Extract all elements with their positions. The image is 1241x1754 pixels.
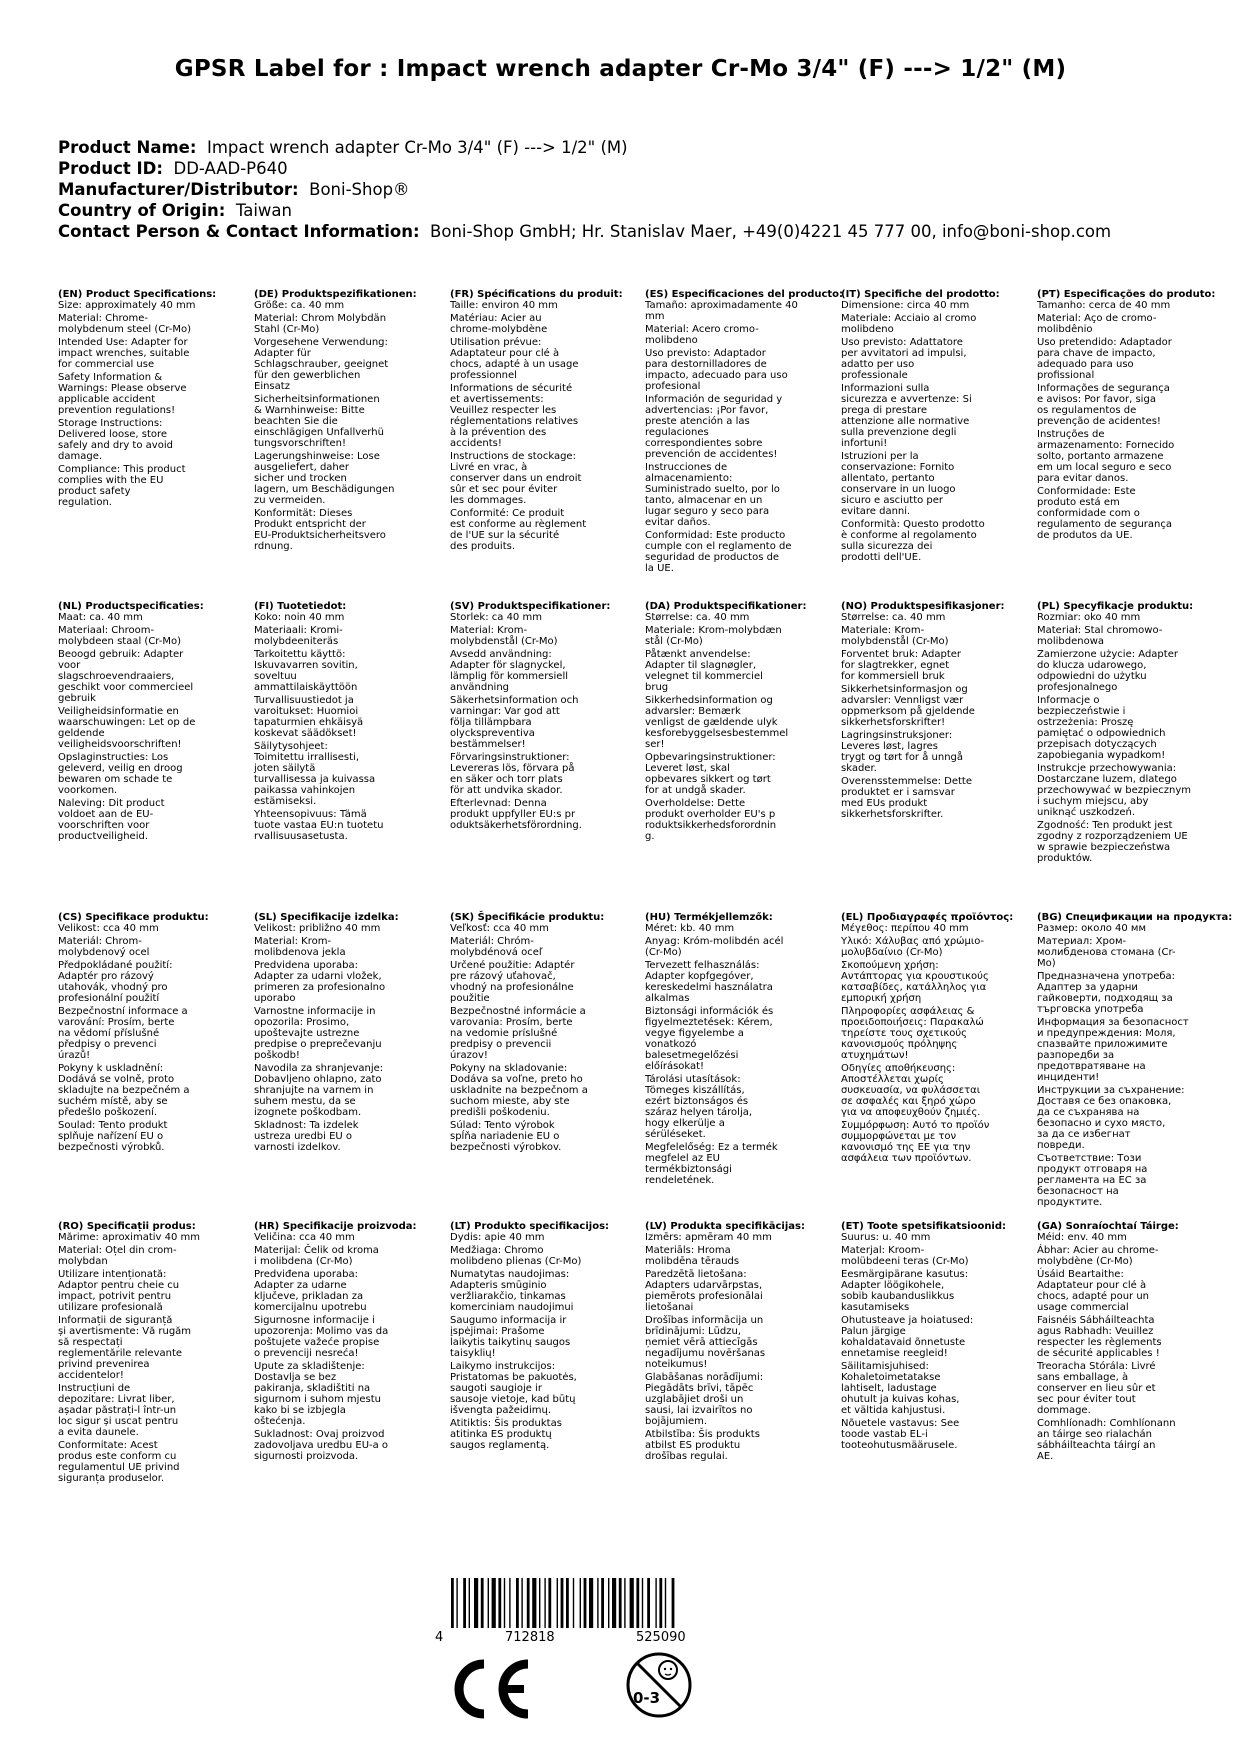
spec-item: Atitiktis: Šis produktas atitinka ES produktų saugos reglamentą. (450, 1418, 562, 1451)
spec-item: Instrucciones de almacenamiento: Suministrado suelto, por lo tanto, almacenar en un lugar seguro y seco para evitar daños. (645, 462, 780, 528)
spec-section (645, 601, 835, 844)
spec-item: Drošības informācija un brīdinājumi: Lūdzu, ņemiet vērā attiecīgās negadījumu novēršanas noteikumus! (645, 1315, 766, 1370)
spec-item: Treoracha Stórála: Livré sans emballage, à conserver en lieu sûr et sec pour éviter tout dommage. (1037, 1361, 1156, 1416)
spec-item: Material: Aço de cromo- molibdênio (1037, 313, 1157, 335)
spec-item: Vorgesehene Verwendung: Adapter für Schlagschrauber, geeignet für den gewerblichen Einsatz (254, 337, 389, 392)
spec-item: Dydis: apie 40 mm (450, 1232, 545, 1243)
spec-item: Tarkoitettu käyttö: Iskuvavarren sovitin, soveltuu ammattilaiskäyttöön (254, 649, 358, 693)
spec-item: Biztonsági információk és figyelmeztetések: Kérem, vegye figyelembe a vonatkozó balesetmegelőzési előírásokat! (645, 1006, 774, 1072)
spec-section-heading: (DA) Produktspecifikationer: (645, 601, 807, 612)
spec-item: Размер: около 40 мм (1037, 923, 1147, 934)
spec-item: Συμμόρφωση: Αυτό το προϊόν συμμορφώνεται με τον κανονισμό της ΕΕ για την ασφάλεια των προϊόντων. (841, 1120, 990, 1164)
spec-item: Υλικό: Χάλυβας από χρώμιο- μολυβδαίνιο (Cr-Mo) (841, 936, 985, 958)
page-title: GPSR Label for : Impact wrench adapter Cr-Mo 3/4" (F) ---> 1/2" (M) (174, 56, 1067, 82)
info-value: Taiwan (235, 201, 292, 220)
spec-section-heading: (FR) Spécifications du produit: (450, 289, 623, 300)
spec-item: Material: Chrome- molybdenum steel (Cr-Mo) (58, 313, 192, 335)
spec-section-heading: (RO) Specificații produs: (58, 1221, 196, 1232)
info-label: Manufacturer/Distributor: (58, 180, 299, 199)
spec-item: Materiale: Krom- molybdenstål (Cr-Mo) (841, 625, 949, 647)
spec-item: Méret: kb. 40 mm (645, 923, 735, 934)
spec-item: Comhlíonadh: Comhlíonann an táirge seo rialachán sábháilteachta táirgí an AE. (1037, 1418, 1176, 1462)
info-label: Contact Person & Contact Information: (58, 222, 420, 241)
spec-item: Utilizare intenționată: Adaptor pentru cheie cu impact, potrivit pentru utilizare profesională (58, 1269, 180, 1313)
spec-item: Rozmiar: oko 40 mm (1037, 612, 1141, 623)
spec-item: Izmērs: apmēram 40 mm (645, 1232, 772, 1243)
spec-section (254, 289, 444, 554)
barcode-bars (451, 1578, 674, 1628)
spec-section-heading: (HR) Specifikacije proizvoda: (254, 1221, 417, 1232)
spec-item: Instructions de stockage: Livré en vrac, à conserver dans un endroit sûr et sec pour éviter les dommages. (450, 451, 582, 506)
info-label: Country of Origin: (58, 201, 226, 220)
product-id-row (58, 158, 1111, 179)
spec-section-heading: (IT) Specifiche del prodotto: (841, 289, 1000, 300)
spec-item: Turvallisuustiedot ja varoitukset: Huomioi tapaturmien ehkäisyä koskevat säädökset! (254, 695, 364, 739)
spec-item: Информация за безопасност и предупреждения: Моля, спазвайте приложимите разпоредби за предотвратяване на инциденти! (1037, 1017, 1189, 1083)
spec-item: Méid: env. 40 mm (1037, 1232, 1127, 1243)
spec-item: Informazioni sulla sicurezza e avvertenze: Si prega di prestare attenzione alle normative sulla prevenzione degli infortuni! (841, 383, 972, 449)
spec-item: Σκοπούμενη χρήση: Αντάπτορας για κρουστικούς κατσαβίδες, κατάλληλος για εμπορική χρήση (841, 960, 989, 1004)
info-value: DD-AAD-P640 (173, 159, 288, 178)
spec-section (450, 289, 640, 554)
spec-item: Intended Use: Adapter for impact wrenches, suitable for commercial use (58, 337, 190, 370)
not-for-children-0-3-icon (624, 1650, 694, 1720)
contact-row (58, 221, 1111, 242)
spec-item: Mărime: aproximativ 40 mm (58, 1232, 201, 1243)
spec-section-heading: (ES) Especificaciones del producto: (645, 289, 844, 300)
spec-item: Material: Acero cromo- molibdeno (645, 324, 759, 346)
spec-item: Μέγεθος: περίπου 40 mm (841, 923, 969, 934)
spec-item: Πληροφορίες ασφάλειας & προειδοποιήσεις: Παρακαλώ τηρείστε τους σχετικούς κανονισμούς πρόληψης ατυχημάτων! (841, 1006, 984, 1061)
spec-item: Materiaal: Chroom- molybdeen staal (Cr-Mo) (58, 625, 182, 647)
spec-item: Velikost: cca 40 mm (58, 923, 159, 934)
info-label: Product ID: (58, 159, 163, 178)
spec-item: Förvaringsinstruktioner: Levereras lös, förvara på en säker och torr plats för att undvika skador. (450, 752, 575, 796)
spec-item: Conformité: Ce produit est conforme au règlement de l'UE sur la sécurité des produits. (450, 508, 587, 552)
spec-item: Materijal: Čelik od kroma i molibdena (Cr-Mo) (254, 1245, 379, 1267)
spec-item: Pokyny k uskladnění: Dodává se volně, proto skladujte na bezpečném a suchém místě, aby se předešlo poškození. (58, 1063, 190, 1118)
spec-item: Beoogd gebruik: Adapter voor slagschroevendraaiers, geschikt voor commercieel gebruik (58, 649, 194, 704)
spec-item: Uso pretendido: Adaptador para chave de impacto, adequado para uso profissional (1037, 337, 1172, 381)
spec-item: Säkerhetsinformation och varningar: Var god att följa tillämpbara olyckspreventiva bestämmelser! (450, 695, 579, 750)
spec-section-heading: (LT) Produkto specifikacijos: (450, 1221, 610, 1232)
info-value: Impact wrench adapter Cr-Mo 3/4" (F) ---> 1/2" (M) (206, 138, 628, 157)
spec-item: Materiaali: Kromi- molybdeeniteräs (254, 625, 343, 647)
spec-section (645, 1221, 835, 1464)
spec-item: Materiale: Krom-molybdæn stål (Cr-Mo) (645, 625, 782, 647)
spec-item: Material: Oțel din crom- molybdan (58, 1245, 177, 1267)
age-warning-label: 0-3 (633, 1689, 661, 1707)
spec-item: Инструкции за съхранение: Доставя се без опаковка, да се съхранява на безопасно и сухо място, за да се избегнат повреди. (1037, 1085, 1185, 1151)
spec-item: Lagerungshinweise: Lose ausgeliefert, daher sicher und trocken lagern, um Beschädigungen zu vermeiden. (254, 451, 395, 506)
spec-item: Veiligheidsinformatie en waarschuwingen: Let op de geldende veiligheidsvoorschriften! (58, 706, 196, 750)
spec-item: Compliance: This product complies with the EU product safety regulation. (58, 464, 186, 508)
spec-item: Dimensione: circa 40 mm (841, 300, 970, 311)
spec-item: Material: Krom- molibdenova jekla (254, 936, 346, 958)
spec-item: Størrelse: ca. 40 mm (645, 612, 750, 623)
spec-item: Bezpečnostné informácie a varovania: Prosím, berte na vedomie príslušné predpisy o prevencii úrazov! (450, 1006, 586, 1061)
spec-item: Varnostne informacije in opozorila: Prosimo, upoštevajte ustrezne predpise o preprečevanju poškodb! (254, 1006, 382, 1061)
spec-item: Størrelse: ca. 40 mm (841, 612, 946, 623)
baby-face-icon (659, 1661, 677, 1679)
spec-item: Instruções de armazenamento: Fornecido solto, portanto armazene em um local seguro e seco para evitar danos. (1037, 429, 1175, 484)
spec-item: Laikymo instrukcijos: Pristatomas be pakuotės, saugoti saugioje ir sausoje vietoje, kad būtų išvengta pažeidimų. (450, 1361, 577, 1416)
spec-item: Sikkerhedsinformation og advarsler: Bemærk venligst de gældende ulyk kesforebyggelsesbestemmel ser! (645, 695, 789, 750)
spec-item: Koko: noin 40 mm (254, 612, 345, 623)
spec-item: Tárolási utasítások: Tömeges kiszállítás, ezért biztonságos és száraz helyen tárolja, hogy elkerülje a sérüléseket. (645, 1074, 753, 1140)
spec-item: Soulad: Tento produkt splňuje nařízení EU o bezpečnosti výrobků. (58, 1120, 168, 1153)
spec-item: Overensstemmelse: Dette produktet er i samsvar med EUs produkt sikkerhetsforskrifter. (841, 776, 972, 820)
spec-section (1037, 289, 1227, 543)
spec-section-heading: (SV) Produktspecifikationer: (450, 601, 611, 612)
spec-item: Size: approximately 40 mm (58, 300, 196, 311)
spec-section-heading: (DE) Produktspezifikationen: (254, 289, 417, 300)
spec-section-heading: (EN) Product Specifications: (58, 289, 217, 300)
spec-section-heading: (LV) Produkta specifikācijas: (645, 1221, 805, 1232)
spec-item: Größe: ca. 40 mm (254, 300, 345, 311)
spec-section-heading: (SK) Špecifikácie produktu: (450, 912, 605, 923)
spec-item: Sikkerhetsinformasjon og advarsler: Vennligst vær oppmerksom på gjeldende sikkerhetsforskrifter! (841, 684, 975, 728)
spec-item: Faisnéis Sábháilteachta agus Rabhadh: Veuillez respecter les règlements de sécurité applicables ! (1037, 1315, 1162, 1359)
spec-section-heading: (NO) Produktspesifikasjoner: (841, 601, 1005, 612)
spec-item: Conformidad: Este producto cumple con el reglamento de seguridad de productos de la UE. (645, 530, 792, 574)
spec-section-heading: (PT) Especificações do produto: (1037, 289, 1216, 300)
spec-item: Bezpečnostní informace a varování: Prosím, berte na vědomí příslušné předpisy o prevenci úrazů! (58, 1006, 188, 1061)
spec-item: Conformidade: Este produto está em conformidade com o regulamento de segurança de produtos da UE. (1037, 486, 1173, 541)
spec-section-heading: (ET) Toote spetsifikatsioonid: (841, 1221, 1007, 1232)
spec-item: Conformità: Questo prodotto è conforme al regolamento sulla sicurezza dei prodotti dell'UE. (841, 519, 985, 563)
spec-item: Säilitamisjuhised: Kohaletoimetatakse lahtiselt, ladustage ohutult ja kuivas kohas, et vältida kahjustusi. (841, 1361, 960, 1416)
spec-item: Storage Instructions: Delivered loose, store safely and dry to avoid damage. (58, 418, 173, 462)
spec-item: Numatytas naudojimas: Adapteris smūginio veržliarakčio, tinkamas komerciniam naudojimui (450, 1269, 574, 1313)
spec-section-heading: (BG) Спецификации на продукта: (1037, 912, 1233, 923)
info-label: Product Name: (58, 138, 197, 157)
spec-item: Určené použitie: Adaptér pre rázový uťahovač, vhodný na profesionálne použitie (450, 960, 575, 1004)
spec-section (58, 601, 248, 844)
barcode-digits-left: 712818 (505, 1630, 555, 1644)
spec-item: Predvidena uporaba: Adapter za udarni vložek, primeren za profesionalno uporabo (254, 960, 386, 1004)
spec-item: Pokyny na skladovanie: Dodáva sa voľne, preto ho uskladnite na bezpečnom a suchom mieste, aby ste predišli poškodeniu. (450, 1063, 588, 1118)
spec-item: Uso previsto: Adattatore per avvitatori ad impulsi, adatto per uso professionale (841, 337, 967, 381)
spec-section-heading: (CS) Specifikace produktu: (58, 912, 209, 923)
product-name-row (58, 137, 1111, 158)
spec-item: Sukladnost: Ovaj proizvod zadovoljava uredbu EU-a o sigurnosti proizvoda. (254, 1429, 389, 1462)
spec-item: Maat: ca. 40 mm (58, 612, 143, 623)
spec-item: Opslaginstructies: Los geleverd, veilig en droog bewaren om schade te voorkomen. (58, 752, 183, 796)
spec-item: Utilisation prévue: Adaptateur pour clé à chocs, adapté à un usage professionnel (450, 337, 579, 381)
product-info (58, 137, 1111, 242)
spec-section (645, 912, 835, 1188)
spec-item: Zamierzone użycie: Adapter do klucza udarowego, odpowiedni do użytku profesjonalnego (1037, 649, 1178, 693)
spec-item: Lagringsinstruksjoner: Leveres løst, lagres trygt og tørt for å unngå skader. (841, 730, 964, 774)
spec-item: Materjal: Kroom- molübdeeni teras (Cr-Mo) (841, 1245, 969, 1267)
ce-mark-icon (450, 1659, 532, 1719)
spec-item: Medžiaga: Chromo molibdeno plienas (Cr-Mo) (450, 1245, 582, 1267)
spec-section (841, 289, 1031, 565)
spec-item: Saugumo informacija ir įspėjimai: Prašome laikytis taikytinų saugos taisyklių! (450, 1315, 571, 1359)
spec-item: Material: Chrom Molybdän Stahl (Cr-Mo) (254, 313, 387, 335)
spec-item: Predviđena uporaba: Adapter za udarne ključeve, prikladan za komercijalnu upotrebu (254, 1269, 367, 1313)
spec-section (645, 289, 844, 576)
spec-item: Overholdelse: Dette produkt overholder EU's p roduktsikkerhedsforordnin g. (645, 798, 777, 842)
spec-item: Upute za skladištenje: Dostavlja se bez pakiranja, skladištiti na sigurnom i suhom mjestu kako bi se izbjegla oštećenja. (254, 1361, 382, 1427)
spec-item: Storlek: ca 40 mm (450, 612, 542, 623)
spec-item: Materiāls: Hroma molibdēna tērauds (645, 1245, 740, 1267)
spec-section (254, 912, 444, 1155)
spec-item: Ohutusteave ja hoiatused: Palun järgige kohaldatavaid õnnetuste ennetamise reegleid! (841, 1315, 974, 1359)
spec-item: Materiál: Chróm- molybdénová oceľ (450, 936, 543, 958)
spec-item: Tervezett felhasználás: Adapter kopfgegóver, kereskedelmi használatra alkalmas (645, 960, 773, 1004)
country-of-origin-row (58, 200, 1111, 221)
spec-item: Informations de sécurité et avertissements: Veuillez respecter les réglementations relatives à la prévention des accidents! (450, 383, 579, 449)
info-value: Boni-Shop GmbH; Hr. Stanislav Maer, +49(0)4221 45 777 00, info@boni-shop.com (430, 222, 1112, 241)
spec-item: Eesmärgipärane kasutus: Adapter löögikohele, sobib kaubanduslikkus kasutamiseks (841, 1269, 969, 1313)
spec-section-heading: (GA) Sonraíochtaí Táirge: (1037, 1221, 1179, 1232)
spec-section (58, 912, 248, 1155)
spec-item: Atbilstība: Šis produkts atbilst ES produktu drošības regulai. (645, 1429, 760, 1462)
spec-item: Veľkosť: cca 40 mm (450, 923, 549, 934)
spec-item: Informații de siguranță și avertismente: Vă rugăm să respectați reglementările relevante privind prevenirea accidentelor! (58, 1315, 192, 1381)
spec-item: Informacje o bezpieczeństwie i ostrzeżenia: Proszę pamiętać o odpowiednich przepisach dotyczących zapobiegania wypadkom! (1037, 695, 1166, 761)
info-value: Boni-Shop® (309, 180, 410, 199)
spec-item: Material: Krom- molybdenstål (Cr-Mo) (450, 625, 558, 647)
spec-item: Safety Information & Warnings: Please observe applicable accident prevention regulations! (58, 372, 187, 416)
spec-section (841, 912, 1031, 1166)
spec-item: Informações de segurança e avisos: Por favor, siga os regulamentos de prevenção de acidentes! (1037, 383, 1170, 427)
spec-item: Forventet bruk: Adapter for slagtrekker, egnet for kommersiell bruk (841, 649, 962, 682)
spec-item: Anyag: Króm-molibdén acél (Cr-Mo) (645, 936, 784, 958)
spec-item: Súlad: Tento výrobok spĺňa nariadenie EU o bezpečnosti výrobkov. (450, 1120, 562, 1153)
spec-section-heading: (NL) Productspecificaties: (58, 601, 204, 612)
barcode (433, 1578, 746, 1644)
spec-item: Konformität: Dieses Produkt entspricht der EU-Produktsicherheitsvero rdnung. (254, 508, 386, 552)
spec-section (58, 1221, 248, 1486)
spec-item: Navodila za shranjevanje: Dobavljeno ohlapno, zato shranjujte na varnem in suhem mestu, da se izognete poškodbam. (254, 1063, 384, 1118)
spec-item: Taille: environ 40 mm (450, 300, 558, 311)
spec-item: Sicherheitsinformationen & Warnhinweise: Bitte beachten Sie die einschlägigen Unfallverhü tungsvorschriften! (254, 394, 384, 449)
spec-section (254, 601, 444, 844)
spec-item: Съответствие: Този продукт отговаря на регламента на ЕС за безопасност на продуктите. (1037, 1153, 1148, 1208)
manufacturer-row (58, 179, 1111, 200)
spec-item: Påtænkt anvendelse: Adapter til slagnøgler, velegnet til kommerciel brug (645, 649, 763, 693)
spec-item: Conformitate: Acest produs este conform cu regulamentul UE privind siguranța produselor. (58, 1440, 180, 1484)
spec-item: Zgodność: Ten produkt jest zgodny z rozporządzeniem UE w sprawie bezpieczeństwa produktów. (1037, 820, 1188, 864)
barcode-digits-right: 525090 (636, 1630, 686, 1644)
spec-section (1037, 1221, 1227, 1464)
spec-item: Información de seguridad y advertencias: ¡Por favor, preste atención a las regulaciones correspondientes sobre prevención de accidentes! (645, 394, 783, 460)
spec-item: Efterlevnad: Denna produkt uppfyller EU:s pr oduktsäkerhetsförordning. (450, 798, 582, 831)
spec-item: Säilytysohjeet: Toimitettu irrallisesti, joten säilytä turvallisessa ja kuivassa paikassa vahinkojen estämiseksi. (254, 741, 376, 807)
spec-item: Ábhar: Acier au chrome- molybdène (Cr-Mo) (1037, 1245, 1159, 1267)
spec-section (450, 601, 640, 833)
spec-item: Matériau: Acier au chrome-molybdène (450, 313, 548, 335)
spec-item: Opbevaringsinstruktioner: Leveret løst, skal opbevares sikkert og tørt for at undgå skader. (645, 752, 776, 796)
spec-item: Materiale: Acciaio al cromo molibdeno (841, 313, 977, 335)
spec-section (1037, 601, 1227, 866)
barcode-digit-first: 4 (435, 1630, 444, 1644)
spec-item: Материал: Хром- молибденова стомана (Cr- Mo) (1037, 936, 1176, 969)
spec-item: Nõuetele vastavus: See toode vastab EL-i tooteohutusmäärusele. (841, 1418, 960, 1451)
spec-item: Instrucțiuni de depozitare: Livrat liber, așadar păstrați-l într-un loc sigur și uscat pentru a evita daunele. (58, 1383, 179, 1438)
spec-item: Materiał: Stal chromowo- molibdenowa (1037, 625, 1163, 647)
spec-section (58, 289, 248, 510)
spec-section (1037, 912, 1233, 1210)
spec-item: Yhteensopivuus: Tämä tuote vastaa EU:n tuotetu rvallisuusasetusta. (254, 809, 384, 842)
spec-section (254, 1221, 444, 1464)
spec-section-heading: (SL) Specifikacije izdelka: (254, 912, 399, 923)
spec-item: Megfelelőség: Ez a termék megfelel az EU termékbiztonsági rendeletének. (645, 1142, 778, 1186)
spec-section (841, 1221, 1031, 1453)
spec-item: Οδηγίες αποθήκευσης: Αποστέλλεται χωρίς συσκευασία, να φυλάσσεται σε ασφαλές και ξηρό χώρο για να αποφευχθούν ζημιές. (841, 1063, 981, 1118)
spec-item: Tamanho: cerca de 40 mm (1037, 300, 1171, 311)
spec-item: Suurus: u. 40 mm (841, 1232, 931, 1243)
spec-section-heading: (PL) Specyfikacje produktu: (1037, 601, 1194, 612)
spec-section (841, 601, 1031, 822)
spec-item: Предназначена употреба: Адаптер за ударни гайковерти, подходящ за търговска употреба (1037, 971, 1176, 1015)
spec-item: Paredzētā lietošana: Adapters udarvārpstas, piemērots profesionālai lietošanai (645, 1269, 763, 1313)
spec-item: Skladnost: Ta izdelek ustreza uredbi EU o varnosti izdelkov. (254, 1120, 359, 1153)
spec-section-heading: (FI) Tuotetiedot: (254, 601, 347, 612)
spec-item: Glabāšanas norādījumi: Piegādāts brīvi, tāpēc uzglabājiet droši un sausi, lai izvairītos no bojājumiem. (645, 1372, 764, 1427)
spec-item: Úsáid Beartaithe: Adaptateur pour clé à chocs, adapté pour un usage commercial (1037, 1269, 1149, 1313)
spec-section (450, 1221, 640, 1453)
spec-item: Materiál: Chrom- molybdenový ocel (58, 936, 150, 958)
spec-item: Uso previsto: Adaptador para destornilladores de impacto, adecuado para uso profesional (645, 348, 788, 392)
spec-item: Velikost: približno 40 mm (254, 923, 381, 934)
spec-item: Předpokládané použití: Adaptér pro rázový utahovák, vhodný pro profesionální použití (58, 960, 173, 1004)
spec-item: Naleving: Dit product voldoet aan de EU- voorschriften voor productveiligheid. (58, 798, 165, 842)
spec-item: Avsedd användning: Adapter för slagnyckel, lämplig för kommersiell användning (450, 649, 569, 693)
spec-item: Sigurnosne informacije i upozorenja: Molimo vas da poštujete važeće propise o prevenciji nesreća! (254, 1315, 389, 1359)
spec-item: Instrukcje przechowywania: Dostarczane luzem, dlatego przechowywać w bezpiecznym i suchym miejscu, aby uniknąć uszkodzeń. (1037, 763, 1192, 818)
spec-section (450, 912, 640, 1155)
spec-item: Tamaño: aproximadamente 40 mm (645, 300, 798, 322)
spec-section-heading: (HU) Termékjellemzők: (645, 912, 773, 923)
spec-item: Veličina: cca 40 mm (254, 1232, 355, 1243)
spec-item: Istruzioni per la conservazione: Fornito allentato, pertanto conservare in un luogo sicuro e asciutto per evitare danni. (841, 451, 956, 517)
spec-section-heading: (EL) Προδιαγραφές προϊόντος: (841, 912, 1014, 923)
